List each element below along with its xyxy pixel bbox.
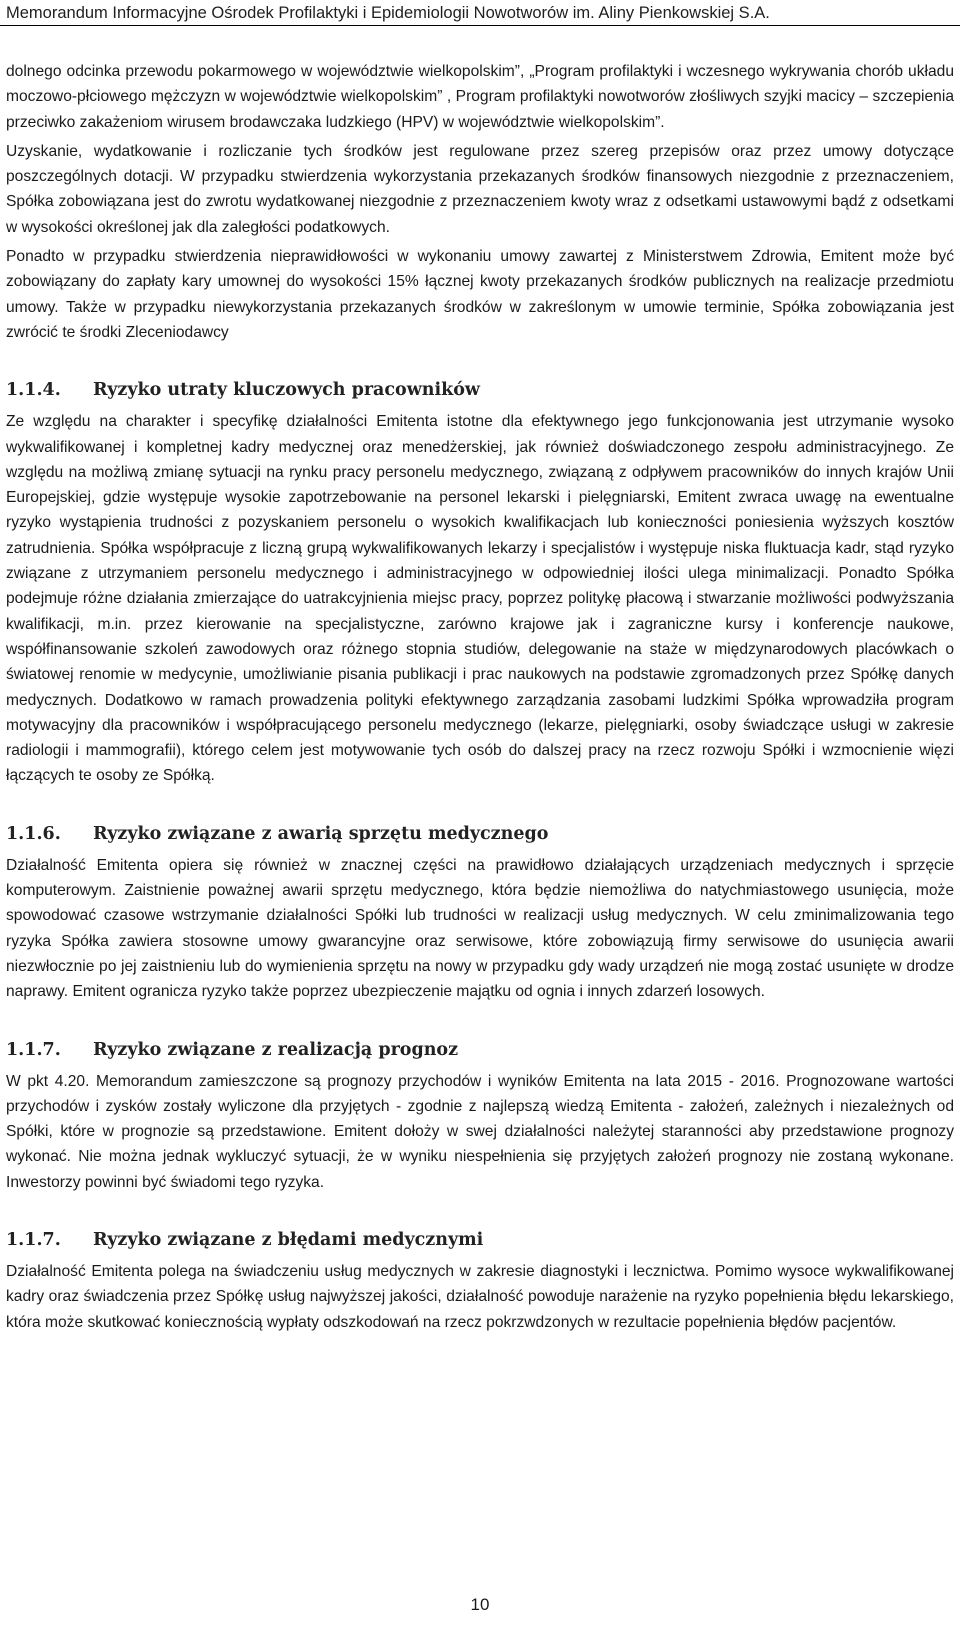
section-title: Ryzyko związane z realizacją prognoz [93, 1039, 459, 1060]
header-divider [0, 25, 960, 26]
section-title: Ryzyko utraty kluczowych pracowników [93, 380, 480, 401]
section-body: Działalność Emitenta opiera się również w znacznej części na prawidłowo działających urządzeniach medycznych i sprzęcie komputerowym. Zaistnienie poważnej awarii sprzętu medycznego, która będzie niemożliwa do natychmiastowego usunięcia, może spowodować czasowe wstrzymanie działalności Spółki lub trudności w realizacji usług medycznych. W celu zminimalizowania tego ryzyka Spółka zawiera stosowne umowy gwarancyjne oraz serwisowe, które zobowiązują firmy serwisowe do usunięcia awarii niezwłocznie po jej zaistnieniu lub do wymienienia sprzętu na nowy w przypadku gdy wady urządzeń nie mogą zostać usunięte w drodze naprawy. Emitent ogranicza ryzyko także poprzez ubezpieczenie majątku od ognia i innych zdarzeń losowych. [6, 856, 954, 1001]
section-heading [6, 821, 954, 847]
section-number: 1.1.7. [6, 1229, 61, 1250]
section-heading [6, 377, 954, 403]
body-paragraph: Uzyskanie, wydatkowanie i rozliczanie tych środków jest regulowane przez szereg przepisów oraz przez umowy dotyczące poszczególnych dotacji. W przypadku stwierdzenia wykorzystania przekazanych środków finansowych niezgodnie z przeznaczeniem, Spółka zobowiązana jest do zwrotu wydatkowanej niezgodnie z przeznaczeniem kwoty wraz z odsetkami ustawowymi bądź z odsetkami w wysokości określonej jak dla zaległości podatkowych. [6, 142, 954, 236]
body-paragraph: dolnego odcinka przewodu pokarmowego w województwie wielkopolskim”, „Program profilaktyki i wczesnego wykrywania chorób układu moczowo-płciowego mężczyzn w województwie wielkopolskim” , Program profilaktyki nowotworów złośliwych szyjki macicy – szczepienia przeciwko zakażeniom wirusem brodawczaka ludzkiego (HPV) w województwie wielkopolskim”. [6, 63, 954, 131]
section-number: 1.1.4. [6, 380, 61, 401]
running-header: Memorandum Informacyjne Ośrodek Profilaktyki i Epidemiologii Nowotworów im. Aliny Pienkowskiej S.A. [6, 4, 770, 22]
section-body: Działalność Emitenta polega na świadczeniu usług medycznych w zakresie diagnostyki i lecznictwa. Pomimo wysoce wykwalifikowanej kadry oraz świadczenia przez Spółkę usług najwyższej jakości, działalność powoduje narażenie na ryzyko popełnienia błędu lekarskiego, która może skutkować koniecznością wypłaty odszkodowań na rzecz pokrzwdzonych w rezultacie popełnienia błędów pacjentów. [6, 1262, 954, 1331]
section-body: W pkt 4.20. Memorandum zamieszczone są prognozy przychodów i wyników Emitenta na lata 2015 - 2016. Prognozowane wartości przychodów i zysków zostały wyliczone dla przyjętych - zgodnie z najlepszą wiedzą Emitenta - założeń, zależnych i niezależnych od Spółki, które w prognozie są przedstawione. Emitent dołoży w swej działalności należytej staranności aby przedstawione prognozy wykonać. Nie można jednak wykluczyć sytuacji, że w wyniku niespełnienia się przyjętych założeń prognozy nie zostaną wykonane. Inwestorzy powinni być świadomi tego ryzyka. [6, 1072, 954, 1191]
section-title: Ryzyko związane z awarią sprzętu medycznego [93, 823, 549, 844]
section-heading [6, 1037, 954, 1063]
section-title: Ryzyko związane z błędami medycznymi [93, 1229, 484, 1250]
section-body: Ze względu na charakter i specyfikę działalności Emitenta istotne dla efektywnego jego funkcjonowania jest utrzymanie wysoko wykwalifikowanej i kompletnej kadry medycznej oraz menedżerskiej, jak również doświadczonego zespołu administracyjnego. Ze względu na możliwą zmianę sytuacji na rynku pracy personelu medycznego, związaną z odpływem pracowników do innych krajów Unii Europejskiej, gdzie występuje wysokie zapotrzebowanie na personel lekarski i pielęgniarski, Emitent zwraca uwagę na ewentualne ryzyko wystąpienia trudności z pozyskaniem personelu o wysokich kwalifikacjach lub konieczności poniesienia wyższych kosztów zatrudnienia. Spółka współpracuje z liczną grupą wykwalifikowanych lekarzy i specjalistów i występuje niska fluktuacja kadr, stąd ryzyko związane z utrzymaniem personelu medycznego i administracyjnego w odpowiedniej ilości ulega minimalizacji. Ponadto Spółka podejmuje różne działania zmierzające do uatrakcyjnienia miejsc pracy, poprzez politykę płacową i stwarzanie możliwości podwyższania kwalifikacji, m.in. przez kierowanie na specjalistyczne, zarówno krajowe jak i zagraniczne kursy i konferencje naukowe, współfinansowanie szkoleń zawodowych oraz różnego stopnia studiów, delegowanie na staże w międzynarodowych placówkach o światowej renomie w medycynie, umożliwianie pisania publikacji i prac naukowych na podstawie zgromadzonych przez Spółkę danych medycznych. Dodatkowo w ramach prowadzenia polityki efektywnego zarządzania zasobami ludzkimi Spółka wprowadziła program motywacyjny dla pracowników i współpracującego personelu medycznego (lekarze, pielęgniarki, osoby świadczące usługi w zakresie radiologii i mammografii), którego celem jest motywowanie tych osób do dalszej pracy na rzecz rozwoju Spółki i wzmocnienie więzi łączących te osoby ze Spółką. [6, 413, 954, 785]
section-heading [6, 1227, 954, 1253]
section-number: 1.1.6. [6, 823, 61, 844]
section-number: 1.1.7. [6, 1039, 61, 1060]
page-content [6, 59, 954, 1335]
body-paragraph: Ponadto w przypadku stwierdzenia nieprawidłowości w wykonaniu umowy zawartej z Ministerstwem Zdrowia, Emitent może być zobowiązany do zapłaty kary umownej do wysokości 15% łącznej kwoty przekazanych środków publicznych na realizacje przedmiotu umowy. Także w przypadku niewykorzystania przekazanych środków w zakreślonym w umowie terminie, Spółka zobowiązania jest zwrócić te środki Zleceniodawcy [6, 248, 954, 341]
page-number: 10 [470, 1595, 490, 1614]
